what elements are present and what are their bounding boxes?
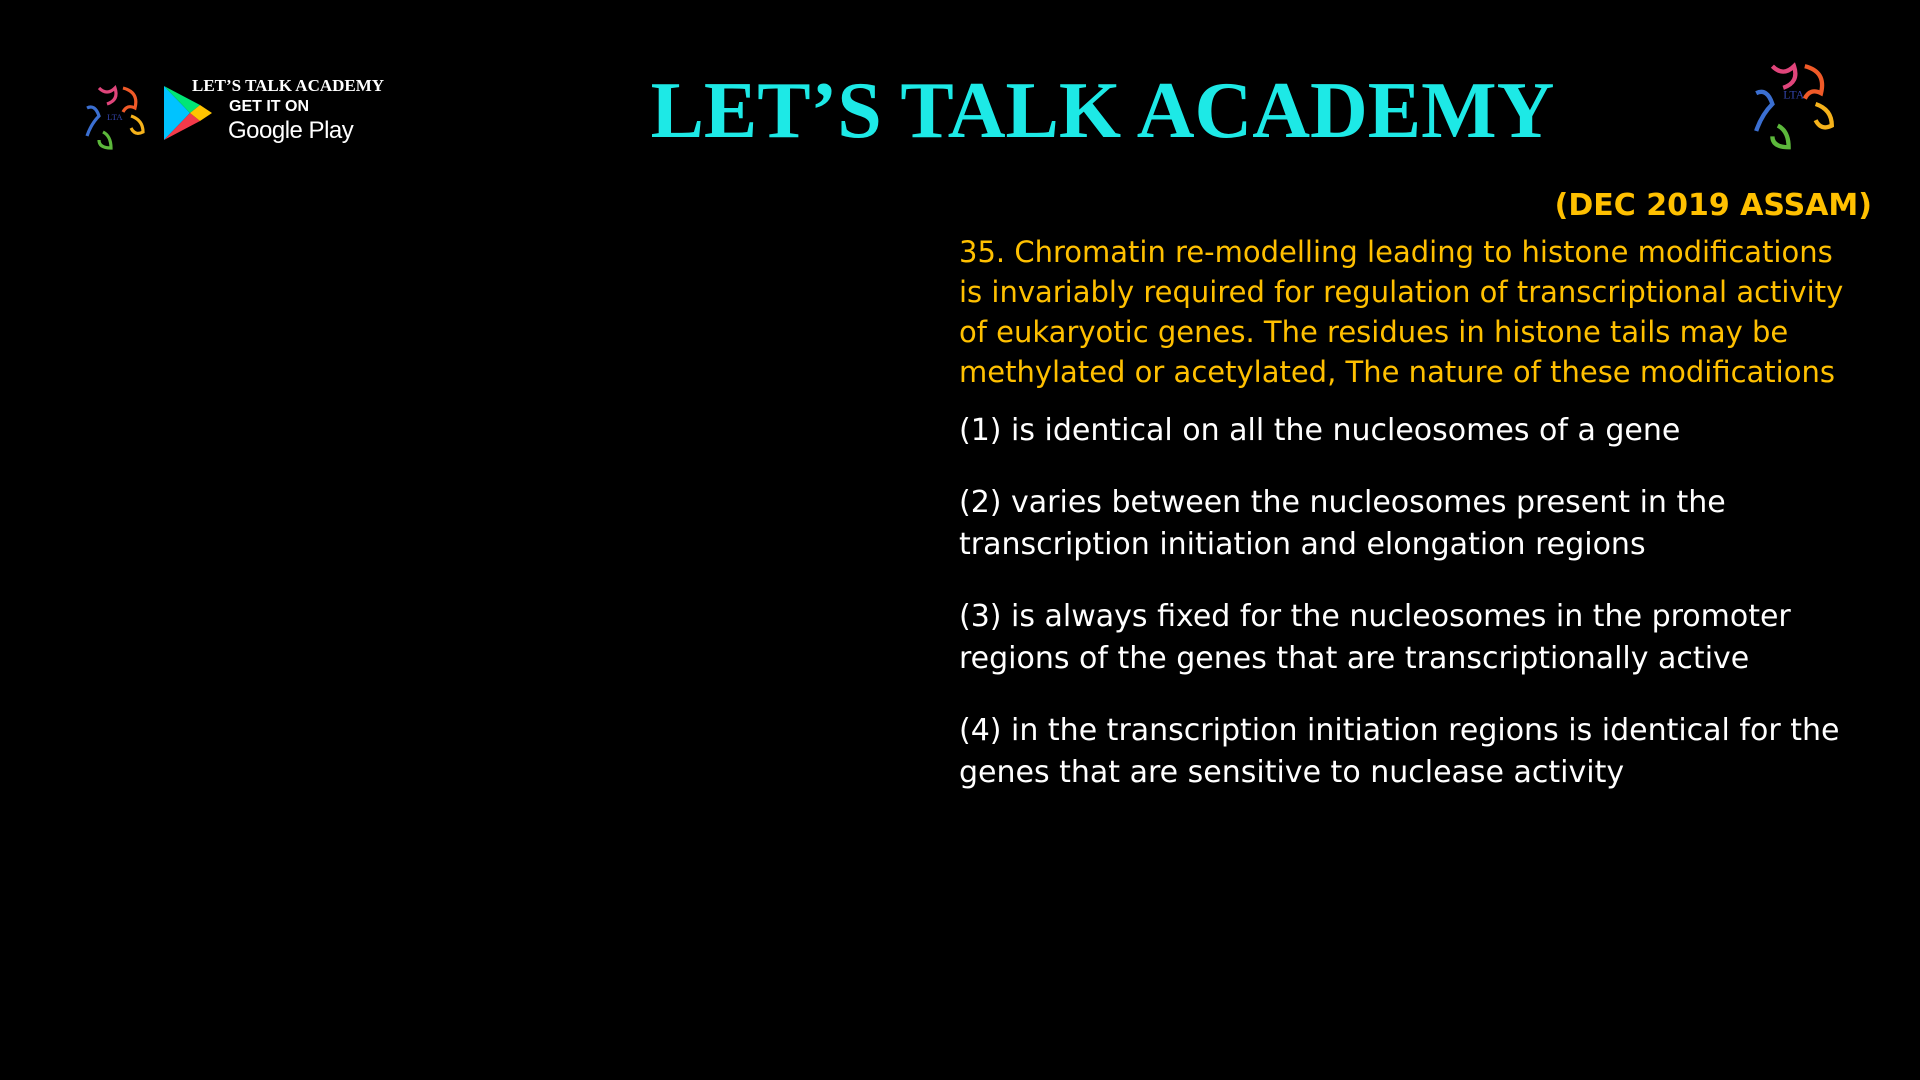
badge-academy-name: LET’S TALK ACADEMY <box>192 76 385 95</box>
option-line: (2) varies between the nucleosomes present in the <box>959 485 1726 520</box>
academy-logo-right <box>1738 50 1850 158</box>
question-text <box>959 232 1859 392</box>
question-line: methylated or acetylated, The nature of these modifications <box>959 355 1835 389</box>
option-line: genes that are sensitive to nuclease activity <box>959 755 1625 790</box>
question-line: 35. Chromatin re-modelling leading to histone modifications <box>959 235 1833 269</box>
option-4 <box>959 710 1859 794</box>
badge-store-name: Google Play <box>228 117 354 144</box>
badge-get-it-on: GET IT ON <box>229 98 309 115</box>
option-line: (3) is always fixed for the nucleosomes in the promoter <box>959 599 1791 634</box>
option-3 <box>959 596 1859 680</box>
option-line: regions of the genes that are transcriptionally active <box>959 641 1750 676</box>
option-1 <box>959 410 1859 452</box>
svg-text:LTA: LTA <box>1783 87 1805 102</box>
question-line: is invariably required for regulation of transcriptional activity <box>959 275 1844 309</box>
exam-tag: (DEC 2019 ASSAM) <box>1554 188 1872 223</box>
option-2 <box>959 482 1859 566</box>
option-line: (1) is identical on all the nucleosomes of a gene <box>959 413 1681 448</box>
option-line: transcription initiation and elongation regions <box>959 527 1646 562</box>
svg-text:LTA: LTA <box>107 112 123 122</box>
page-title: LET’S TALK ACADEMY <box>650 67 1555 155</box>
question-line: of eukaryotic genes. The residues in histone tails may be <box>959 315 1789 349</box>
option-line: (4) in the transcription initiation regions is identical for the <box>959 713 1840 748</box>
